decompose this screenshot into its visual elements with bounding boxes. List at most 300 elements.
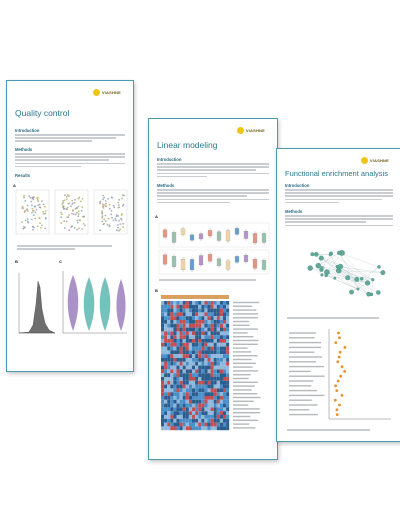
scatter-point	[76, 229, 78, 231]
heatmap-cell	[223, 392, 226, 396]
heatmap-cell	[189, 362, 192, 366]
heatmap-cell	[173, 316, 176, 320]
heatmap-cell	[189, 404, 192, 408]
heatmap-cell	[170, 328, 173, 332]
heatmap-cell	[201, 411, 204, 415]
heatmap-cell	[204, 396, 207, 400]
heatmap-cell	[161, 354, 164, 358]
heatmap-cell	[173, 301, 176, 305]
heatmap-cell	[177, 419, 180, 423]
row-label-line	[233, 359, 252, 360]
heatmap-cell	[204, 392, 207, 396]
heatmap-cell	[226, 309, 229, 313]
scatter-point	[64, 194, 66, 196]
heatmap-cell	[226, 339, 229, 343]
heatmap-cell	[220, 400, 223, 404]
heatmap-cell	[170, 407, 173, 411]
heatmap-cell	[214, 301, 217, 305]
heatmap-cell	[173, 411, 176, 415]
heatmap-cell	[173, 388, 176, 392]
heatmap-cell	[201, 324, 204, 328]
heatmap-cell	[208, 388, 211, 392]
term-label-line	[289, 371, 311, 372]
heatmap-cell	[161, 404, 164, 408]
heatmap-cell	[201, 305, 204, 309]
heatmap-cell	[183, 419, 186, 423]
scatter-point	[81, 228, 83, 230]
heatmap-cell	[183, 301, 186, 305]
heatmap-cell	[204, 301, 207, 305]
heatmap-cell	[189, 426, 192, 430]
network-graph	[285, 233, 395, 313]
scatter-point	[24, 211, 26, 213]
row-label-line	[233, 328, 258, 329]
heatmap-cell	[170, 392, 173, 396]
scatter-point	[24, 200, 26, 202]
heatmap-cell	[208, 331, 211, 335]
heatmap-cell	[208, 312, 211, 316]
heatmap-cell	[183, 320, 186, 324]
heatmap-cell	[201, 407, 204, 411]
heatmap-cell	[214, 373, 217, 377]
heatmap-cell	[211, 301, 214, 305]
row-label-line	[233, 420, 258, 421]
heatmap-cell	[192, 305, 195, 309]
heatmap-cell	[214, 358, 217, 362]
heatmap-cell	[223, 362, 226, 366]
heatmap-cell	[186, 309, 189, 313]
heatmap-cell	[183, 312, 186, 316]
heatmap-cell	[189, 335, 192, 339]
heatmap-cell	[226, 404, 229, 408]
heatmap-cell	[195, 347, 198, 351]
heatmap-cell	[208, 426, 211, 430]
heatmap-cell	[198, 343, 201, 347]
scatter-point	[103, 197, 105, 199]
heatmap-cell	[186, 396, 189, 400]
scatter-point	[31, 219, 33, 221]
heatmap-cell	[198, 388, 201, 392]
heatmap-cell	[211, 358, 214, 362]
box	[163, 255, 167, 264]
heatmap-cell	[211, 343, 214, 347]
heatmap-cell	[189, 377, 192, 381]
heatmap-cell	[173, 377, 176, 381]
scatter-point	[73, 213, 75, 215]
heatmap-cell	[180, 426, 183, 430]
heatmap-cell	[177, 305, 180, 309]
heatmap-cell	[177, 400, 180, 404]
enrichment-dot	[339, 351, 342, 354]
heatmap-cell	[223, 396, 226, 400]
scatter-point	[67, 207, 69, 209]
term-label-line	[289, 400, 312, 401]
heatmap-cell	[161, 423, 164, 427]
heatmap-cell	[208, 350, 211, 354]
heatmap-cell	[220, 362, 223, 366]
enrichment-dot	[337, 380, 340, 383]
heatmap-cell	[164, 309, 167, 313]
heatmap-cell	[201, 385, 204, 389]
heatmap-cell	[214, 354, 217, 358]
heatmap-cell	[167, 343, 170, 347]
heatmap-cell	[167, 354, 170, 358]
heatmap-cell	[201, 426, 204, 430]
heatmap-cell	[186, 419, 189, 423]
scatter-point	[36, 197, 38, 199]
scatter-point	[113, 205, 115, 207]
heatmap-cell	[164, 301, 167, 305]
enrichment-dot-plot	[285, 325, 395, 425]
heatmap-cell	[220, 415, 223, 419]
heatmap-cell	[177, 335, 180, 339]
heatmap-cell	[177, 328, 180, 332]
heatmap-cell	[189, 411, 192, 415]
heatmap-cell	[226, 369, 229, 373]
report-page-quality-control	[6, 80, 134, 372]
heatmap-cell	[204, 324, 207, 328]
scatter-point	[118, 199, 120, 201]
heatmap-cell	[223, 411, 226, 415]
scatter-point	[32, 199, 34, 201]
box	[226, 230, 230, 241]
heatmap-cell	[217, 309, 220, 313]
scatter-point	[68, 214, 70, 216]
heatmap-cell	[195, 388, 198, 392]
scatter-point	[32, 226, 34, 228]
heatmap-cell	[161, 309, 164, 313]
heatmap-cell	[223, 377, 226, 381]
heatmap-cell	[204, 328, 207, 332]
heatmap-cell	[161, 373, 164, 377]
term-label-line	[289, 361, 316, 362]
heatmap-cell	[208, 404, 211, 408]
heatmap-cell	[226, 423, 229, 427]
heatmap-cell	[214, 328, 217, 332]
page-title: Functional enrichment analysis	[285, 169, 388, 178]
heatmap-cell	[195, 385, 198, 389]
section-heading-methods: Methods	[15, 147, 33, 152]
heatmap-cell	[177, 373, 180, 377]
scatter-point	[79, 219, 81, 221]
logo-icon	[237, 127, 244, 134]
network-node	[357, 288, 360, 291]
scatter-point	[76, 207, 78, 209]
heatmap-cell	[198, 392, 201, 396]
row-label-line	[233, 397, 261, 398]
heatmap-cell	[161, 301, 164, 305]
heatmap-cell	[217, 411, 220, 415]
heatmap-cell	[220, 369, 223, 373]
heatmap-cell	[186, 415, 189, 419]
scatter-point	[117, 202, 119, 204]
scatter-point	[28, 222, 30, 224]
heatmap-cell	[198, 396, 201, 400]
heatmap-cell	[189, 381, 192, 385]
heatmap-cell	[226, 354, 229, 358]
heatmap-cell	[211, 396, 214, 400]
heatmap-cell	[220, 366, 223, 370]
heatmap-cell	[164, 305, 167, 309]
heatmap-cell	[223, 407, 226, 411]
heatmap-cell	[211, 309, 214, 313]
heatmap-cell	[226, 400, 229, 404]
intro-text	[285, 189, 393, 205]
scatter-point	[34, 205, 36, 207]
heatmap-cell	[208, 354, 211, 358]
heatmap-cell	[204, 339, 207, 343]
network-node	[314, 252, 318, 256]
heatmap-cell	[189, 388, 192, 392]
heatmap-cell	[204, 388, 207, 392]
scatter-point	[123, 204, 125, 206]
heatmap-cell	[198, 419, 201, 423]
heatmap-cell	[161, 328, 164, 332]
heatmap-cell	[161, 385, 164, 389]
term-label-line	[289, 390, 317, 391]
heatmap-cell	[208, 385, 211, 389]
network-node	[371, 278, 374, 281]
heatmap-cell	[161, 366, 164, 370]
heatmap-cell	[198, 350, 201, 354]
row-label-line	[233, 363, 256, 364]
network-node	[376, 290, 380, 294]
heatmap-cell	[164, 316, 167, 320]
heatmap-cell	[177, 392, 180, 396]
box	[190, 235, 194, 240]
heatmap-cell	[226, 415, 229, 419]
page-header	[7, 81, 133, 105]
heatmap-cell	[183, 347, 186, 351]
heatmap-cell	[208, 377, 211, 381]
heatmap-cell	[195, 366, 198, 370]
heatmap-cell	[186, 392, 189, 396]
heatmap-cell	[180, 324, 183, 328]
heatmap-cell	[177, 339, 180, 343]
term-label-line	[289, 404, 318, 405]
heatmap-cell	[208, 369, 211, 373]
heatmap-cell	[177, 385, 180, 389]
heatmap-cell	[161, 316, 164, 320]
box	[244, 231, 248, 238]
heatmap-cell	[189, 358, 192, 362]
scatter-point	[32, 210, 34, 212]
scatter-point	[31, 204, 33, 206]
heatmap-cell	[167, 347, 170, 351]
scatter-point	[41, 225, 43, 227]
row-label-line	[233, 408, 260, 409]
heatmap-cell	[223, 385, 226, 389]
enrichment-dot	[334, 399, 337, 402]
heatmap-cell	[195, 426, 198, 430]
heatmap-cell	[192, 347, 195, 351]
network-node	[311, 252, 315, 256]
heatmap-cell	[211, 400, 214, 404]
scatter-point	[42, 211, 44, 213]
scatter-point	[101, 217, 103, 219]
heatmap-cell	[217, 419, 220, 423]
panel-label-a: A	[155, 214, 158, 219]
scatter-point	[66, 196, 68, 198]
section-heading-introduction: Introduction	[15, 128, 40, 133]
network-node	[365, 280, 370, 285]
heatmap-cell	[164, 396, 167, 400]
box	[208, 254, 212, 261]
heatmap-cell	[195, 381, 198, 385]
heatmap-cell	[204, 404, 207, 408]
heatmap-cell	[214, 385, 217, 389]
heatmap-cell	[214, 350, 217, 354]
scatter-point	[109, 204, 111, 206]
scatter-point	[101, 221, 103, 223]
heatmap-cell	[226, 419, 229, 423]
heatmap-cell	[170, 309, 173, 313]
heatmap-cell	[214, 347, 217, 351]
heatmap-cell	[204, 312, 207, 316]
heatmap-cell	[170, 301, 173, 305]
heatmap-cell	[183, 309, 186, 313]
heatmap-cell	[201, 301, 204, 305]
network-node	[321, 274, 324, 277]
heatmap-cell	[195, 320, 198, 324]
heatmap-cell	[223, 373, 226, 377]
heatmap-cell	[186, 423, 189, 427]
heatmap-cell	[214, 392, 217, 396]
enrichment-dot	[336, 360, 339, 363]
scatter-point	[103, 218, 105, 220]
heatmap-cell	[167, 373, 170, 377]
heatmap-cell	[167, 423, 170, 427]
heatmap-cell	[189, 305, 192, 309]
row-label-line	[233, 404, 248, 405]
heatmap-cell	[173, 331, 176, 335]
network-node	[360, 277, 363, 280]
heatmap-cell	[183, 377, 186, 381]
heatmap-cell	[170, 358, 173, 362]
heatmap-cell	[189, 400, 192, 404]
heatmap-cell	[220, 381, 223, 385]
scatter-point	[37, 200, 39, 202]
network-node	[321, 266, 324, 269]
heatmap-cell	[170, 426, 173, 430]
heatmap-cell	[186, 407, 189, 411]
heatmap-cell	[189, 369, 192, 373]
heatmap-cell	[223, 339, 226, 343]
heatmap-cell	[192, 358, 195, 362]
scatter-point	[111, 217, 113, 219]
heatmap-cell	[223, 415, 226, 419]
heatmap-cell	[177, 388, 180, 392]
heatmap-cell	[198, 377, 201, 381]
heatmap-cell	[167, 320, 170, 324]
heatmap-cell	[192, 377, 195, 381]
heatmap-cell	[195, 423, 198, 427]
heatmap-cell	[186, 335, 189, 339]
scatter-point	[44, 206, 46, 208]
heatmap-cell	[173, 339, 176, 343]
heatmap-cell	[167, 335, 170, 339]
scatter-point	[62, 203, 64, 205]
heatmap-cell	[223, 366, 226, 370]
heatmap-cell	[217, 423, 220, 427]
heatmap-cell	[217, 404, 220, 408]
heatmap-cell	[167, 324, 170, 328]
heatmap-cell	[208, 343, 211, 347]
term-label-line	[289, 347, 321, 348]
heatmap-cell	[223, 331, 226, 335]
scatter-point	[68, 203, 70, 205]
box	[190, 259, 194, 270]
heatmap-cell	[186, 377, 189, 381]
heatmap-cell	[226, 350, 229, 354]
heatmap-cell	[177, 350, 180, 354]
heatmap-cell	[183, 404, 186, 408]
box	[208, 230, 212, 236]
heatmap-cell	[201, 362, 204, 366]
heatmap-cell	[204, 373, 207, 377]
heatmap-cell	[211, 320, 214, 324]
heatmap-cell	[170, 305, 173, 309]
heatmap-cell	[170, 347, 173, 351]
heatmap-cell	[204, 415, 207, 419]
heatmap-cell	[170, 423, 173, 427]
heatmap-cell	[192, 423, 195, 427]
heatmap-cell	[170, 343, 173, 347]
heatmap-cell	[198, 324, 201, 328]
heatmap-cell	[186, 358, 189, 362]
heatmap-cell	[177, 358, 180, 362]
heatmap-cell	[183, 373, 186, 377]
heatmap-cell	[204, 423, 207, 427]
heatmap-cell	[189, 343, 192, 347]
scatter-point	[78, 215, 80, 217]
heatmap-cell	[189, 354, 192, 358]
heatmap-cell	[195, 396, 198, 400]
section-heading-methods: Methods	[285, 209, 303, 214]
heatmap-cell	[189, 392, 192, 396]
term-label-line	[289, 356, 322, 357]
heatmap-cell	[177, 381, 180, 385]
row-label-line	[233, 393, 257, 394]
heatmap-cell	[198, 316, 201, 320]
scatter-point	[22, 207, 24, 209]
heatmap-cell	[173, 312, 176, 316]
heatmap-cell	[186, 305, 189, 309]
heatmap-cell	[167, 328, 170, 332]
enrichment-dot	[334, 384, 337, 387]
heatmap-cell	[192, 369, 195, 373]
scatter-point	[31, 212, 33, 214]
heatmap-cell	[195, 328, 198, 332]
heatmap-cell	[214, 316, 217, 320]
heatmap-cell	[192, 328, 195, 332]
network-node	[377, 265, 380, 268]
figure-caption-1	[287, 317, 391, 320]
heatmap-cell	[198, 305, 201, 309]
logo-icon	[93, 89, 100, 96]
heatmap-cell	[164, 312, 167, 316]
box	[172, 256, 176, 267]
heatmap-cell	[186, 316, 189, 320]
row-label-line	[233, 423, 249, 424]
heatmap-cell	[192, 392, 195, 396]
heatmap-cell	[226, 324, 229, 328]
scatter-point	[84, 225, 86, 227]
heatmap-cell	[183, 324, 186, 328]
heatmap-cell	[211, 381, 214, 385]
heatmap-cell	[177, 324, 180, 328]
heatmap-cell	[183, 339, 186, 343]
